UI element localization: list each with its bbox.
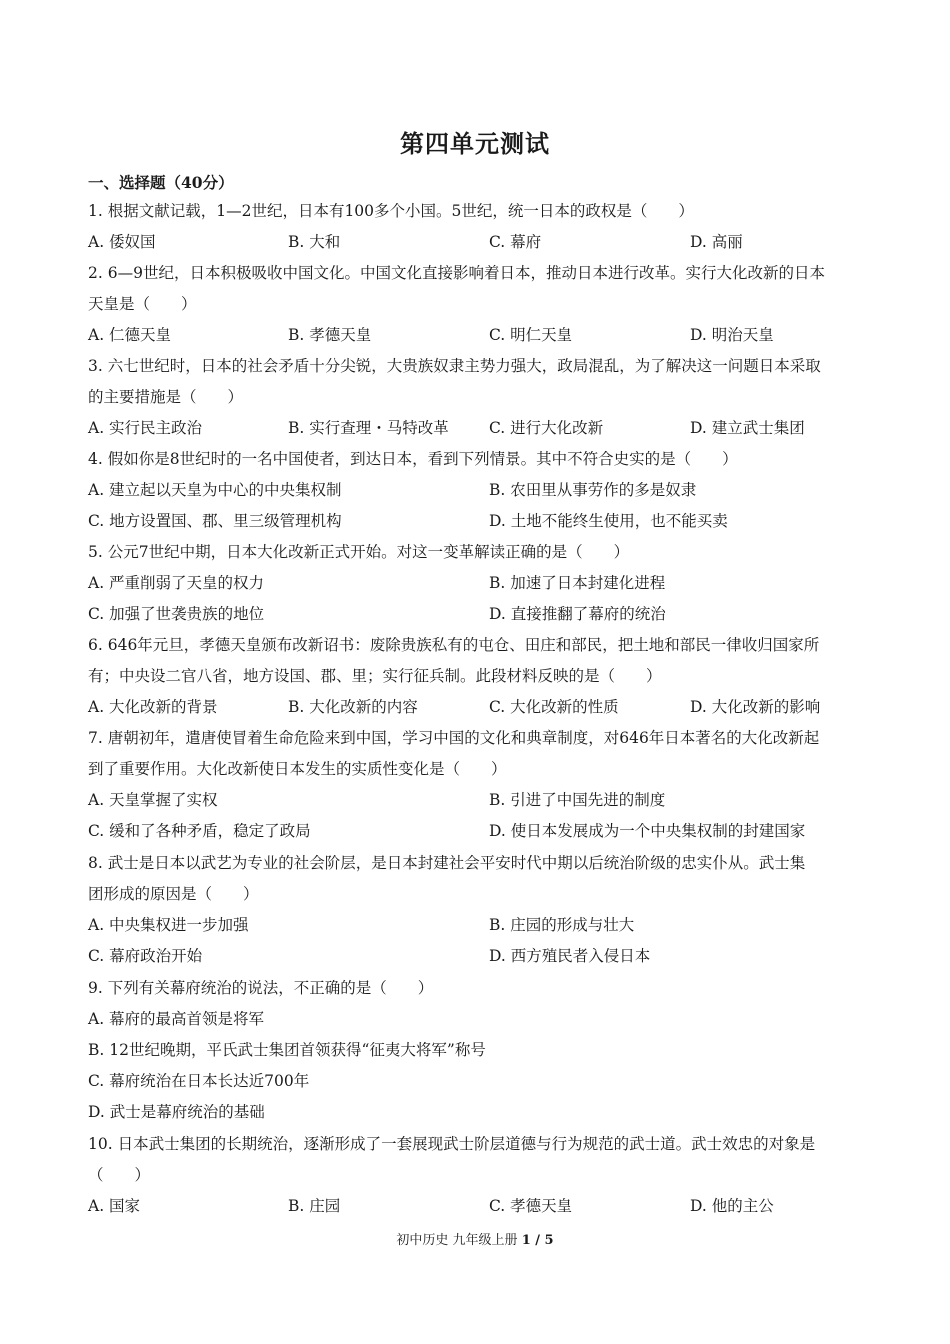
question-2	[88, 258, 868, 351]
option-row	[88, 910, 868, 941]
option-b: B. 孝德天皇	[288, 326, 372, 344]
question-text: 到了重要作用。大化改新使日本发生的实质性变化是（ ）	[88, 760, 507, 778]
option-a: A. 严重削弱了天皇的权力	[88, 574, 265, 592]
option-c: C. 幕府	[489, 233, 542, 251]
option-row	[88, 413, 868, 444]
question-text: 1. 根据文献记载，1—2世纪，日本有100多个小国。5世纪，统一日本的政权是（ ）	[88, 202, 694, 220]
question-9	[88, 973, 868, 1128]
question-text: 的主要措施是（ ）	[88, 388, 244, 406]
question-text: 9. 下列有关幕府统治的说法，不正确的是（ ）	[88, 979, 434, 997]
option-d: D. 武士是幕府统治的基础	[88, 1103, 265, 1121]
question-text: 3. 六七世纪时，日本的社会矛盾十分尖锐，大贵族奴隶主势力强大，政局混乱，为了解决这一问题日本采取	[88, 357, 821, 375]
option-c: C. 进行大化改新	[489, 419, 604, 437]
option-d: D. 土地不能终生使用，也不能买卖	[489, 512, 728, 530]
option-c: C. 加强了世袭贵族的地位	[88, 605, 265, 623]
footer-text: 初中历史 九年级上册	[396, 1233, 518, 1248]
option-row	[88, 785, 868, 816]
option-b: B. 庄园的形成与壮大	[489, 916, 635, 934]
option-b: B. 加速了日本封建化进程	[489, 574, 666, 592]
section-heading: 一、选择题（40分）	[88, 173, 234, 192]
option-c: C. 地方设置国、郡、里三级管理机构	[88, 512, 342, 530]
option-a: A. 幕府的最高首领是将军	[88, 1010, 265, 1028]
option-a: A. 国家	[88, 1197, 141, 1215]
page-title: 第四单元测试	[400, 129, 550, 158]
option-d: D. 建立武士集团	[690, 419, 805, 437]
question-text: 4. 假如你是8世纪时的一名中国使者，到达日本，看到下列情景。其中不符合史实的是（ ）	[88, 450, 738, 468]
question-5	[88, 537, 868, 630]
page-number: 1 / 5	[521, 1233, 554, 1248]
option-a: A. 倭奴国	[88, 233, 156, 251]
option-c: C. 缓和了各种矛盾，稳定了政局	[88, 822, 311, 840]
option-d: D. 使日本发展成为一个中央集权制的封建国家	[489, 822, 806, 840]
question-1	[88, 196, 868, 258]
option-d: D. 西方殖民者入侵日本	[489, 947, 651, 965]
option-row	[88, 816, 868, 847]
question-text: 8. 武士是日本以武艺为专业的社会阶层，是日本封建社会平安时代中期以后统治阶级的忠实仆从。武士集	[88, 854, 806, 872]
question-4	[88, 444, 868, 537]
option-d: D. 明治天皇	[690, 326, 774, 344]
option-row	[88, 227, 868, 258]
question-6	[88, 630, 868, 723]
option-row	[88, 692, 868, 723]
option-row	[88, 506, 868, 537]
option-b: B. 大和	[288, 233, 341, 251]
option-a: A. 天皇掌握了实权	[88, 791, 218, 809]
question-text: （ ）	[88, 1166, 151, 1184]
option-c: C. 幕府政治开始	[88, 947, 203, 965]
option-row	[88, 1191, 868, 1222]
question-text: 团形成的原因是（ ）	[88, 885, 259, 903]
question-text: 2. 6—9世纪，日本积极吸收中国文化。中国文化直接影响着日本，推动日本进行改革。实行大化改新的日本	[88, 264, 825, 282]
question-text: 6. 646年元旦，孝德天皇颁布改新诏书：废除贵族私有的屯仓、田庄和部民，把土地和部民一律收归国家所	[88, 636, 820, 654]
option-row	[88, 599, 868, 630]
option-c: C. 大化改新的性质	[489, 698, 619, 716]
question-text: 5. 公元7世纪中期，日本大化改新正式开始。对这一变革解读正确的是（ ）	[88, 543, 630, 561]
option-a: A. 大化改新的背景	[88, 698, 218, 716]
question-text: 10. 日本武士集团的长期统治，逐渐形成了一套展现武士阶层道德与行为规范的武士道。武士效忠的对象是	[88, 1135, 816, 1153]
option-row	[88, 320, 868, 351]
question-text: 7. 唐朝初年，遣唐使冒着生命危险来到中国，学习中国的文化和典章制度，对646年日本著名的大化改新起	[88, 729, 820, 747]
option-b: B. 引进了中国先进的制度	[489, 791, 666, 809]
option-b: B. 庄园	[288, 1197, 341, 1215]
question-3	[88, 351, 868, 444]
page-footer	[0, 1229, 950, 1248]
option-b: B. 农田里从事劳作的多是奴隶	[489, 481, 697, 499]
question-8	[88, 848, 868, 972]
option-d: D. 大化改新的影响	[690, 698, 821, 716]
option-a: A. 中央集权进一步加强	[88, 916, 249, 934]
option-row	[88, 475, 868, 506]
option-row	[88, 941, 868, 972]
question-text: 天皇是（ ）	[88, 295, 197, 313]
option-a: A. 仁德天皇	[88, 326, 172, 344]
option-d: D. 直接推翻了幕府的统治	[489, 605, 666, 623]
question-10	[88, 1129, 868, 1222]
option-b: B. 实行查理・马特改革	[288, 419, 449, 437]
option-d: D. 他的主公	[690, 1197, 774, 1215]
option-b: B. 大化改新的内容	[288, 698, 418, 716]
question-7	[88, 723, 868, 847]
option-a: A. 建立起以天皇为中心的中央集权制	[88, 481, 342, 499]
option-a: A. 实行民主政治	[88, 419, 203, 437]
option-b: B. 12世纪晚期，平氏武士集团首领获得“征夷大将军”称号	[88, 1041, 486, 1059]
option-d: D. 高丽	[690, 233, 743, 251]
question-text: 有；中央设二官八省，地方设国、郡、里；实行征兵制。此段材料反映的是（ ）	[88, 667, 662, 685]
option-c: C. 明仁天皇	[489, 326, 573, 344]
option-row	[88, 568, 868, 599]
option-c: C. 孝德天皇	[489, 1197, 573, 1215]
option-c: C. 幕府统治在日本长达近700年	[88, 1072, 310, 1090]
